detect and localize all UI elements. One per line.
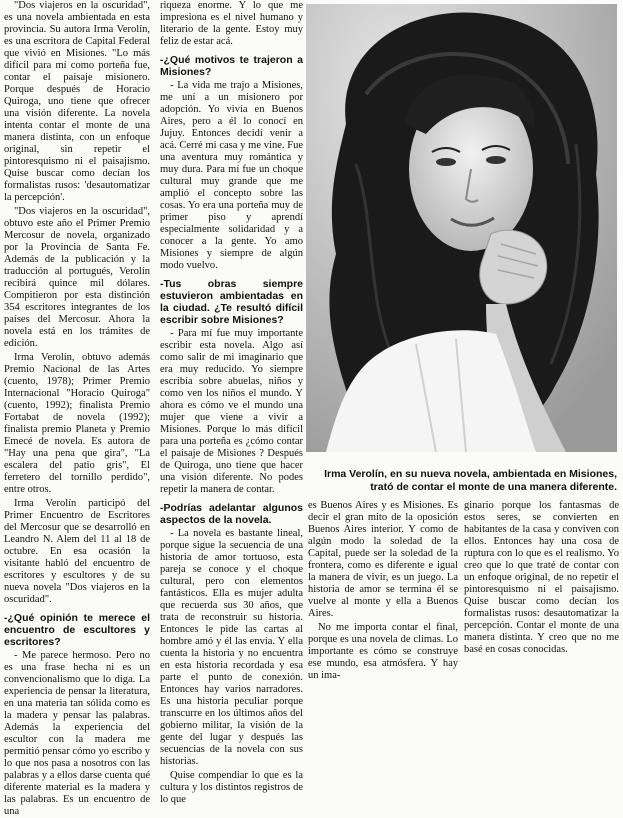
author-photo <box>306 4 617 452</box>
article-paragraph: No me importa contar el final, porque es una novela de climas. Lo importante es cómo se construye ese mundo, esa atmósfera. Y hay un ima- <box>308 622 458 681</box>
article-paragraph: - La novela es bastante lineal, porque sigue la secuencia de una historia de amor tortuoso, esta pareja se conoce y el choque cultural, pero con elementos fantásticos. Ella es mujer adulta que recuerda sus 30 años, que trata de reconstruir su historia. Entonces le pide las cartas al hombre amó y él las envía. Y ella cuenta la historia y no encuentra en esta historia recordada y esa parte el punto de conexión. Entonces hay varios narradores. Es una historia peculiar porque transcurre en los últimos años del gobierno militar, la visión de la gente del lugar y después las secuencias de la novela con sus historias. <box>160 528 303 767</box>
photo-caption: Irma Verolín, en su nueva novela, ambientada en Misiones, trató de contar el monte de una manera diferente. <box>324 468 617 493</box>
article-paragraph: Irma Verolín, obtuvo además Premio Nacional de las Artes (cuento, 1978); Primer Premio Internacional "Horacio Quiroga" (cuento, 1992); finalista Premio Fortabat de novela (1992); finalista premio Planeta y Premio Emecé de novela. Es autora de "Hay una pena que gira", "La escalera del patio gris", El ferretero del tornillo perdido", entre otros. <box>4 352 150 495</box>
author-portrait-illustration <box>306 4 617 452</box>
article-paragraph: ginario porque los fantasmas de estos seres, se convierten en habitantes de la casa y conviven con ellos. Entonces hay una cosa de ruptura con lo que es el realismo. Yo creo que lo que traté de contar con un enfoque original, de no repetir el pintoresquismo ni el paisajismo. Quise buscar como decían los formalistas rusos: desautomatizar la percepción. Contar el monte de una manera distinta. Y creo que no me basé en cosas conocidas. <box>464 500 619 655</box>
article-paragraph: es Buenos Aires y es Misiones. Es decir el gran mito de la oposición Buenos Aires interior. Y como de algún modo la soledad de la Capital, puede ser la soledad de la frontera, como es diferente e igual la manera de vivir, es un juego. La historia de amor se termina él se vuelve al monte y ella a Buenos Aires. <box>308 500 458 619</box>
article-paragraph: - La vida me trajo a Misiones, me uní a un misionero por adopción. Yo vivía en Buenos Aires, pero a él lo conocí en Jujuy. Entonces decidí venir a acá. Cerré mi casa y me vine. Fue una aventura muy romántica y muy dura. Para mí fue un choque cultural muy grande que me amplió el concepto sobre las cosas. Yo era una porteña muy de primer piso y aprendí especialmente solidaridad y a conocer a la gente. Yo amo Misiones y siempre de algún modo vuelvo. <box>160 80 303 271</box>
article-paragraph: "Dos viajeros en la oscuridad", obtuvo este año el Primer Premio Mercosur de novela, organizado por la Provincia de Santa Fe. Además de la publicación y la traducción al portugués, Verolín recibirá quince mil dólares. Compitieron por esta distinción 354 escritores integrantes de los países del Mercosur. Ahora la novela está en los trámites de edición. <box>4 206 150 349</box>
interview-question: -¿Qué opinión te merece el encuentro de escultores y escritores? <box>4 612 150 648</box>
article-paragraph: "Dos viajeros en la oscuridad", es una novela ambientada en esta provincia. Su autora Irma Verolín, es una escritora de Capital Federal que vivió en Misiones. "Lo más difícil para mí como porteña fue, contar el paisaje misionero. Porque después de Horacio Quiroga, uno tiene que ofrecer una visión diferente. La novela intenta contar el monte de una manera distinta, con un enfoque original, sin repetir el pintoresquismo ni el paisajismo. Quise buscar como decían los formalistas rusos: 'desautomatizar la percepción'. <box>4 0 150 203</box>
article-column-2 <box>160 0 303 805</box>
article-column-1 <box>4 0 150 817</box>
interview-question: -Podrías adelantar algunos aspectos de la novela. <box>160 502 303 526</box>
article-paragraph: - Para mí fue muy importante escribir esta novela. Algo así como salir de mi imaginario que era muy reducido. Yo siempre escribía sobre abuelas, niños y como ven los niños el mundo. Y ahora es cómo ve el mundo una mujer que viene a vivir a Misiones. Porque lo más difícil para una porteña es ¿cómo contar el paisaje de Misiones ? Después de Quiroga, uno tiene que hacer una visión diferente. No podes repetir la manera de contar. <box>160 328 303 495</box>
article-paragraph: Quise compendiar lo que es la cultura y los distintos registros de lo que <box>160 770 303 805</box>
article-paragraph: Irma Verolín participó del Primer Encuentro de Escritores del Mercosur que se desarrolló en Leandro N. Alem del 11 al 18 de octubre. En esa ocasión la visitante habló del encuentro de escritores y escultores y de su nueva novela "Dos viajeros en la oscuridad". <box>4 498 150 605</box>
article-column-4 <box>464 500 619 655</box>
article-paragraph: - Me parece hermoso. Pero no es una frase hecha ni es un convencionalismo que lo diga. La experiencia de pensar la literatura, en una materia tan sólida como es la madera y pensar las palabras. Además la experiencia del escultor con la madera me permitió pensar cómo yo escribo y lo que nos pasa a nosotros con las palabras y a ellos darse cuenta qué diferente material es la madera y las palabras. Es un encuentro de una <box>4 650 150 817</box>
interview-question: -Tus obras siempre estuvieron ambientadas en la ciudad. ¿Te resultó difícil escribir sobre Misiones? <box>160 278 303 326</box>
article-column-3 <box>308 500 458 681</box>
article-paragraph: riqueza enorme. Y lo que me impresiona es el nivel humano y literario de la gente. Estoy muy feliz de estar acá. <box>160 0 303 47</box>
interview-question: -¿Qué motivos te trajeron a Misiones? <box>160 54 303 78</box>
